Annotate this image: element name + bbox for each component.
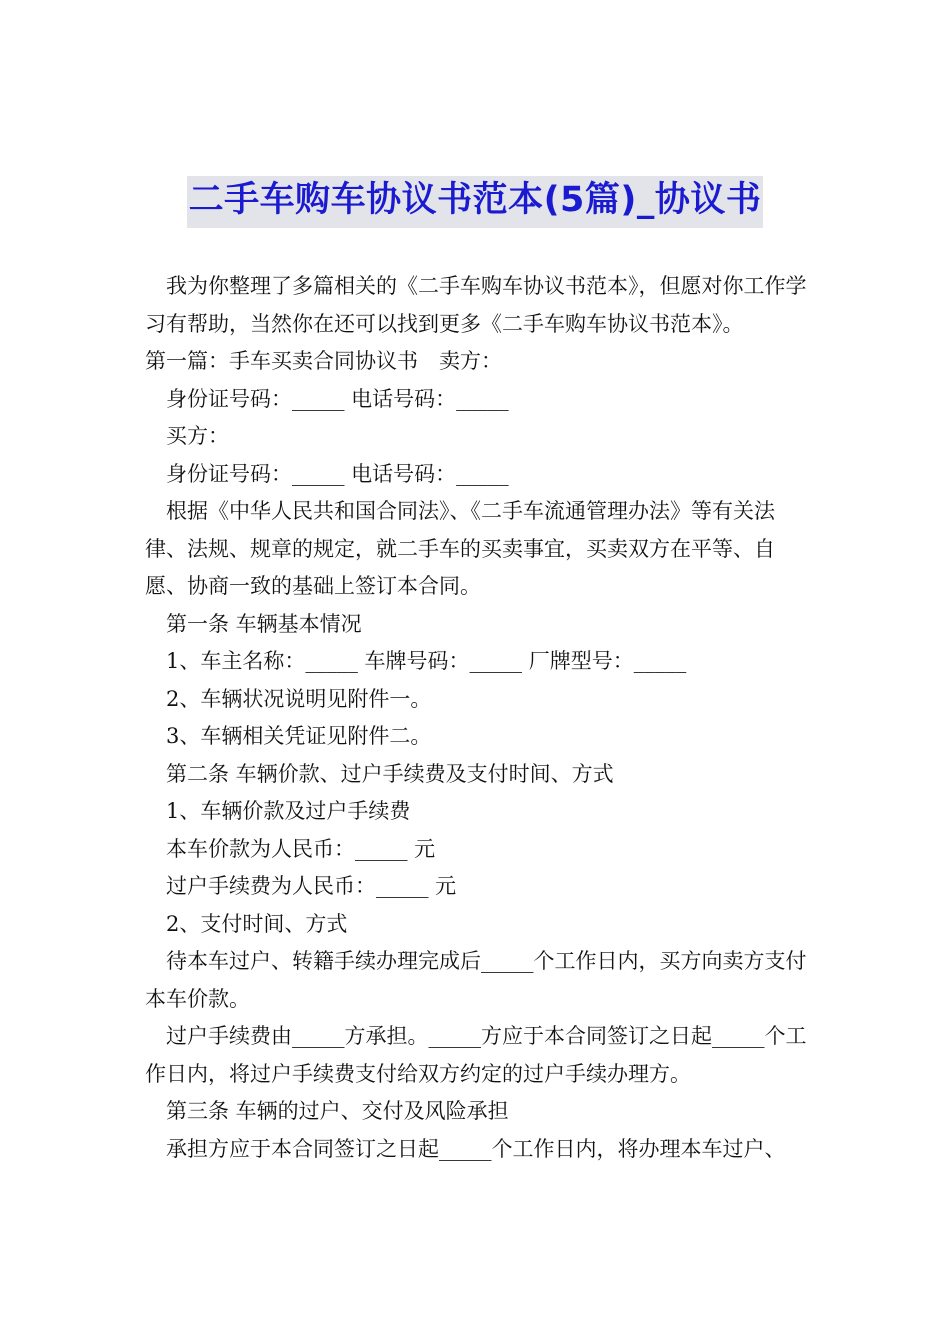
article-2-heading: 第二条 车辆价款、过户手续费及支付时间、方式: [166, 761, 614, 786]
legal-basis-paragraph: 根据《中华人民共和国合同法》、《二手车流通管理办法》等有关法律、法规、规章的规定，就二手车的买卖事宜，买卖双方在平等、自愿、协商一致的基础上签订本合同。: [145, 499, 775, 598]
vehicle-docs-line: 3、车辆相关凭证见附件二。: [166, 724, 432, 748]
price-line: 本车价款为人民币：_____ 元: [166, 836, 436, 861]
payment-paragraph: 待本车过户、转籍手续办理完成后_____个工作日内，买方向卖方支付本车价款。: [145, 949, 807, 1011]
article-3-heading: 第三条 车辆的过户、交付及风险承担: [166, 1099, 509, 1123]
chapter-heading: 第一篇：手车买卖合同协议书 卖方：: [145, 349, 502, 373]
vehicle-status-line: 2、车辆状况说明见附件一。: [166, 686, 432, 711]
payment-heading: 2、支付时间、方式: [166, 911, 348, 936]
title-container: [0, 176, 950, 228]
document-title: 二手车购车协议书范本(5篇)_协议书: [187, 176, 764, 228]
transfer-paragraph: 承担方应于本合同签订之日起_____个工作日内，将办理本车过户、: [166, 1136, 786, 1161]
document-body: [145, 268, 810, 1168]
intro-paragraph: 我为你整理了多篇相关的《二手车购车协议书范本》，但愿对你工作学习有帮助，当然你在还可以找到更多《二手车购车协议书范本》。: [145, 274, 807, 336]
buyer-label: 买方：: [166, 424, 229, 448]
buyer-id-line: 身份证号码：_____ 电话号码：_____: [166, 461, 509, 486]
price-fee-heading: 1、车辆价款及过户手续费: [166, 799, 411, 823]
seller-id-line: 身份证号码：_____ 电话号码：_____: [166, 386, 509, 411]
vehicle-info-line: 1、车主名称：_____ 车牌号码：_____ 厂牌型号：_____: [166, 649, 687, 673]
transfer-fee-line: 过户手续费为人民币：_____ 元: [166, 874, 457, 898]
article-1-heading: 第一条 车辆基本情况: [166, 611, 362, 636]
transfer-fee-paragraph: 过户手续费由_____方承担。_____方应于本合同签订之日起_____个工作日内，将过户手续费支付给双方约定的过户手续办理方。: [145, 1024, 807, 1086]
